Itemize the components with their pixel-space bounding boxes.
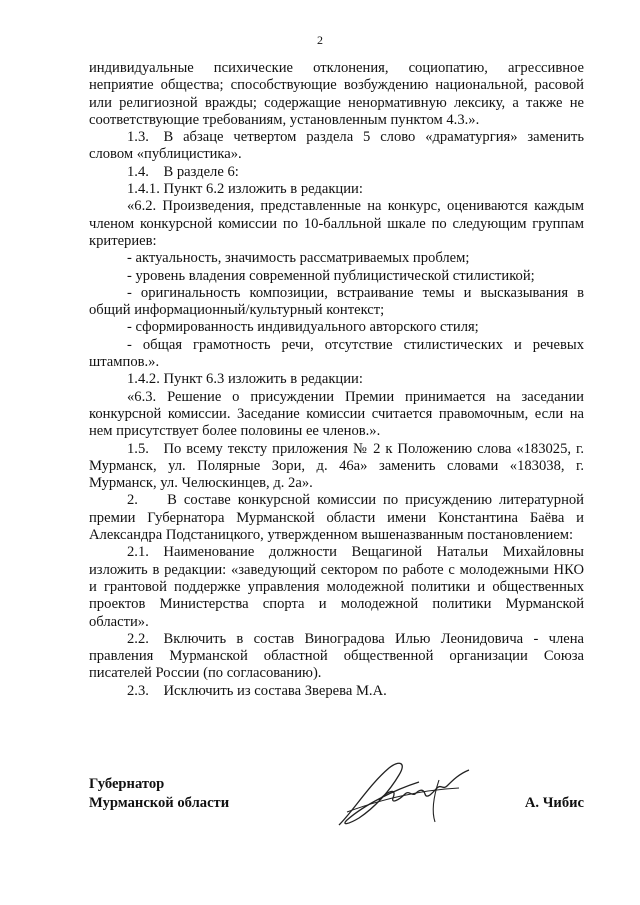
handwritten-signature <box>319 750 489 840</box>
criteria-item: - общая грамотность речи, отсутствие стилистических и речевых штампов.». <box>89 336 584 371</box>
page-number: 2 <box>317 33 323 47</box>
paragraph-6-3-quote: «6.3. Решение о присуждении Премии принимается на заседании конкурсной комиссии. Заседание комиссии считается правомочным, если на нем присутствует более половины ее членов.». <box>89 388 584 440</box>
paragraph-continuation: индивидуальные психические отклонения, социопатию, агрессивное неприятие общества; способствующие возбуждению национальной, расовой или религиозной вражды; содержащие ненормативную лексику, а также не соответствующие требованиям, установленным пунктом 4.3.». <box>89 60 584 128</box>
paragraph-2-1: 2.1. Наименование должности Вещагиной Натальи Михайловны изложить в редакции: «заведующий сектором по работе с молодежными НКО и грантовой поддержке управления молодежной политики и общественных проектов Министерства спорта и молодежной политики Мурманской области». <box>89 544 584 630</box>
signatory-title-line1: Губернатор <box>89 776 165 792</box>
criteria-item: - сформированность индивидуального авторского стиля; <box>127 319 479 336</box>
paragraph-1-5: 1.5. По всему тексту приложения № 2 к Положению слова «183025, г. Мурманск, ул. Полярные Зори, д. 46а» заменить словами «183038, г. Мурманск, ул. Челюскинцев, д. 2а». <box>89 440 584 492</box>
paragraph-2: 2. В составе конкурсной комиссии по присуждению литературной премии Губернатора Мурманской области имени Константина Баёва и Александра Подстаницкого, утвержденном вышеназванным постановлением: <box>89 492 584 544</box>
signatory-name: А. Чибис <box>524 795 584 811</box>
criteria-item: - актуальность, значимость рассматриваемых проблем; <box>127 250 470 267</box>
paragraph-1-4-2: 1.4.2. Пункт 6.3 изложить в редакции: <box>127 371 363 388</box>
signatory-title-line2: Мурманской области <box>89 795 230 811</box>
signature-block <box>89 775 584 825</box>
criteria-item: - уровень владения современной публицистической стилистикой; <box>127 267 535 284</box>
paragraph-6-2-quote: «6.2. Произведения, представленные на конкурс, оцениваются каждым членом конкурсной комиссии по 10-балльной шкале по следующим группам критериев: <box>89 198 584 249</box>
document-body <box>89 60 584 700</box>
paragraph-1-4: 1.4. В разделе 6: <box>127 163 239 180</box>
paragraph-1-4-1: 1.4.1. Пункт 6.2 изложить в редакции: <box>127 181 363 198</box>
paragraph-1-3: 1.3. В абзаце четвертом раздела 5 слово «драматургия» заменить словом «публицистика». <box>89 129 584 163</box>
paragraph-2-2: 2.2. Включить в состав Виноградова Илью Леонидовича - члена правления Мурманской областной общественной организации Союза писателей России (по согласованию). <box>89 630 584 682</box>
criteria-item: - оригинальность композиции, встраивание темы и высказывания в общий информационный/культурный контекст; <box>89 284 584 319</box>
paragraph-2-3: 2.3. Исключить из состава Зверева М.А. <box>127 682 387 699</box>
